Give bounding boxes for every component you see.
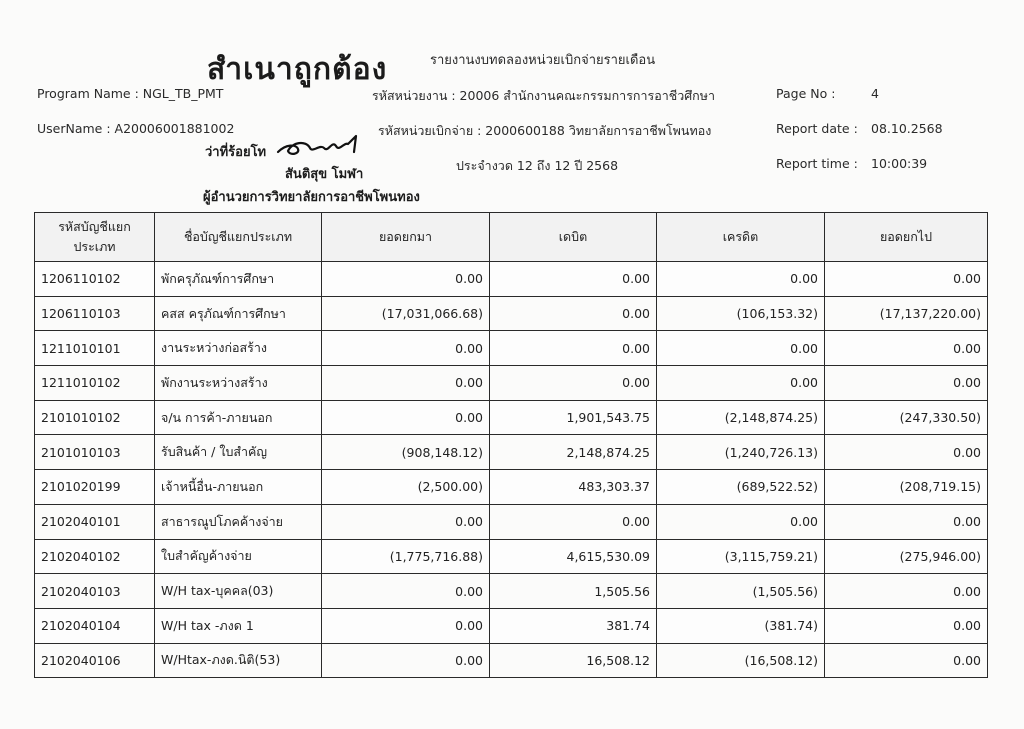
cell-debit: 0.00	[490, 296, 657, 331]
report-title: รายงานงบทดลองหน่วยเบิกจ่ายรายเดือน	[430, 53, 656, 68]
cell-account-name: W/H tax -ภงด 1	[155, 608, 322, 643]
cell-opening-balance: (1,775,716.88)	[322, 539, 490, 574]
cell-credit: (16,508.12)	[657, 643, 825, 678]
cell-account-name: รับสินค้า / ใบสำคัญ	[155, 435, 322, 470]
program-name: Program Name : NGL_TB_PMT	[37, 86, 224, 101]
cell-closing-balance: 0.00	[825, 435, 988, 470]
cell-opening-balance: 0.00	[322, 366, 490, 401]
cell-account-name: จ/น การค้า-ภายนอก	[155, 400, 322, 435]
cell-account-name: พักงานระหว่างสร้าง	[155, 366, 322, 401]
cell-debit: 483,303.37	[490, 470, 657, 505]
cell-credit: (1,505.56)	[657, 574, 825, 609]
table-row	[35, 331, 988, 366]
cell-credit: 0.00	[657, 331, 825, 366]
table-row	[35, 435, 988, 470]
cell-account-code: 1211010101	[35, 331, 155, 366]
report-time-label: Report time :	[776, 156, 858, 171]
table-header-row	[35, 213, 988, 262]
cell-account-code: 2102040102	[35, 539, 155, 574]
cell-account-code: 2101010102	[35, 400, 155, 435]
cell-debit: 0.00	[490, 262, 657, 297]
cell-account-code: 2102040101	[35, 504, 155, 539]
cell-opening-balance: 0.00	[322, 331, 490, 366]
cell-opening-balance: 0.00	[322, 643, 490, 678]
cell-account-name: พักครุภัณฑ์การศึกษา	[155, 262, 322, 297]
cell-credit: 0.00	[657, 504, 825, 539]
cell-debit: 0.00	[490, 331, 657, 366]
cell-account-code: 1211010102	[35, 366, 155, 401]
table-row	[35, 574, 988, 609]
cell-credit: (689,522.52)	[657, 470, 825, 505]
cell-closing-balance: (247,330.50)	[825, 400, 988, 435]
cell-debit: 1,901,543.75	[490, 400, 657, 435]
cell-opening-balance: 0.00	[322, 504, 490, 539]
cell-opening-balance: (2,500.00)	[322, 470, 490, 505]
signer-position: ผู้อำนวยการวิทยาลัยการอาชีพโพนทอง	[203, 190, 420, 205]
certified-copy-stamp: สำเนาถูกต้อง	[207, 52, 388, 87]
signer-name: สันติสุข โมฬา	[285, 167, 364, 182]
col-header-credit: เครดิต	[657, 213, 825, 262]
cell-account-name: W/Htax-ภงด.นิติ(53)	[155, 643, 322, 678]
table-row	[35, 504, 988, 539]
report-period: ประจำงวด 12 ถึง 12 ปี 2568	[456, 158, 619, 173]
cell-debit: 381.74	[490, 608, 657, 643]
cell-opening-balance: 0.00	[322, 262, 490, 297]
cell-credit: 0.00	[657, 262, 825, 297]
cell-account-code: 2102040103	[35, 574, 155, 609]
col-header-account-code: รหัสบัญชีแยกประเภท	[35, 213, 155, 262]
cell-closing-balance: 0.00	[825, 331, 988, 366]
cell-debit: 16,508.12	[490, 643, 657, 678]
cell-account-code: 2102040106	[35, 643, 155, 678]
cell-account-code: 1206110103	[35, 296, 155, 331]
col-header-closing-balance: ยอดยกไป	[825, 213, 988, 262]
table-row	[35, 366, 988, 401]
username: UserName : A20006001881002	[37, 121, 235, 136]
cell-closing-balance: 0.00	[825, 504, 988, 539]
table-row	[35, 608, 988, 643]
cell-account-name: คสส ครุภัณฑ์การศึกษา	[155, 296, 322, 331]
table-row	[35, 470, 988, 505]
cell-closing-balance: (17,137,220.00)	[825, 296, 988, 331]
col-header-account-name: ชื่อบัญชีแยกประเภท	[155, 213, 322, 262]
cell-opening-balance: 0.00	[322, 608, 490, 643]
cell-credit: (3,115,759.21)	[657, 539, 825, 574]
trial-balance-table	[34, 212, 988, 678]
table-row	[35, 400, 988, 435]
table-row	[35, 262, 988, 297]
cell-account-code: 2101010103	[35, 435, 155, 470]
cell-account-code: 2102040104	[35, 608, 155, 643]
cell-debit: 0.00	[490, 504, 657, 539]
cell-closing-balance: 0.00	[825, 366, 988, 401]
agency-code: รหัสหน่วยงาน : 20006 สำนักงานคณะกรรมการการอาชีวศึกษา	[372, 88, 716, 103]
report-date: 08.10.2568	[871, 121, 943, 136]
cell-closing-balance: (208,719.15)	[825, 470, 988, 505]
cell-closing-balance: 0.00	[825, 608, 988, 643]
cell-credit: 0.00	[657, 366, 825, 401]
table-row	[35, 539, 988, 574]
cell-account-name: เจ้าหนี้อื่น-ภายนอก	[155, 470, 322, 505]
cell-closing-balance: (275,946.00)	[825, 539, 988, 574]
col-header-debit: เดบิต	[490, 213, 657, 262]
report-date-label: Report date :	[776, 121, 858, 136]
page-label: Page No :	[776, 86, 836, 101]
cell-closing-balance: 0.00	[825, 574, 988, 609]
cell-debit: 2,148,874.25	[490, 435, 657, 470]
col-header-opening-balance: ยอดยกมา	[322, 213, 490, 262]
cell-account-name: งานระหว่างก่อสร้าง	[155, 331, 322, 366]
cell-account-name: ใบสำคัญค้างจ่าย	[155, 539, 322, 574]
cell-opening-balance: (908,148.12)	[322, 435, 490, 470]
table-row	[35, 643, 988, 678]
cell-account-name: สาธารณูปโภคค้างจ่าย	[155, 504, 322, 539]
cell-opening-balance: 0.00	[322, 400, 490, 435]
handwritten-signature	[276, 132, 366, 162]
cell-credit: (1,240,726.13)	[657, 435, 825, 470]
cell-account-name: W/H tax-บุคคล(03)	[155, 574, 322, 609]
cell-credit: (381.74)	[657, 608, 825, 643]
table-row	[35, 296, 988, 331]
cell-account-code: 1206110102	[35, 262, 155, 297]
report-time: 10:00:39	[871, 156, 928, 171]
disbursement-unit: รหัสหน่วยเบิกจ่าย : 2000600188 วิทยาลัยการอาชีพโพนทอง	[378, 123, 712, 138]
cell-debit: 1,505.56	[490, 574, 657, 609]
cell-opening-balance: (17,031,066.68)	[322, 296, 490, 331]
cell-debit: 4,615,530.09	[490, 539, 657, 574]
cell-credit: (106,153.32)	[657, 296, 825, 331]
cell-closing-balance: 0.00	[825, 262, 988, 297]
page-number: 4	[871, 86, 879, 101]
cell-opening-balance: 0.00	[322, 574, 490, 609]
cell-debit: 0.00	[490, 366, 657, 401]
cell-closing-balance: 0.00	[825, 643, 988, 678]
signer-rank: ว่าที่ร้อยโท	[205, 145, 267, 160]
cell-credit: (2,148,874.25)	[657, 400, 825, 435]
cell-account-code: 2101020199	[35, 470, 155, 505]
